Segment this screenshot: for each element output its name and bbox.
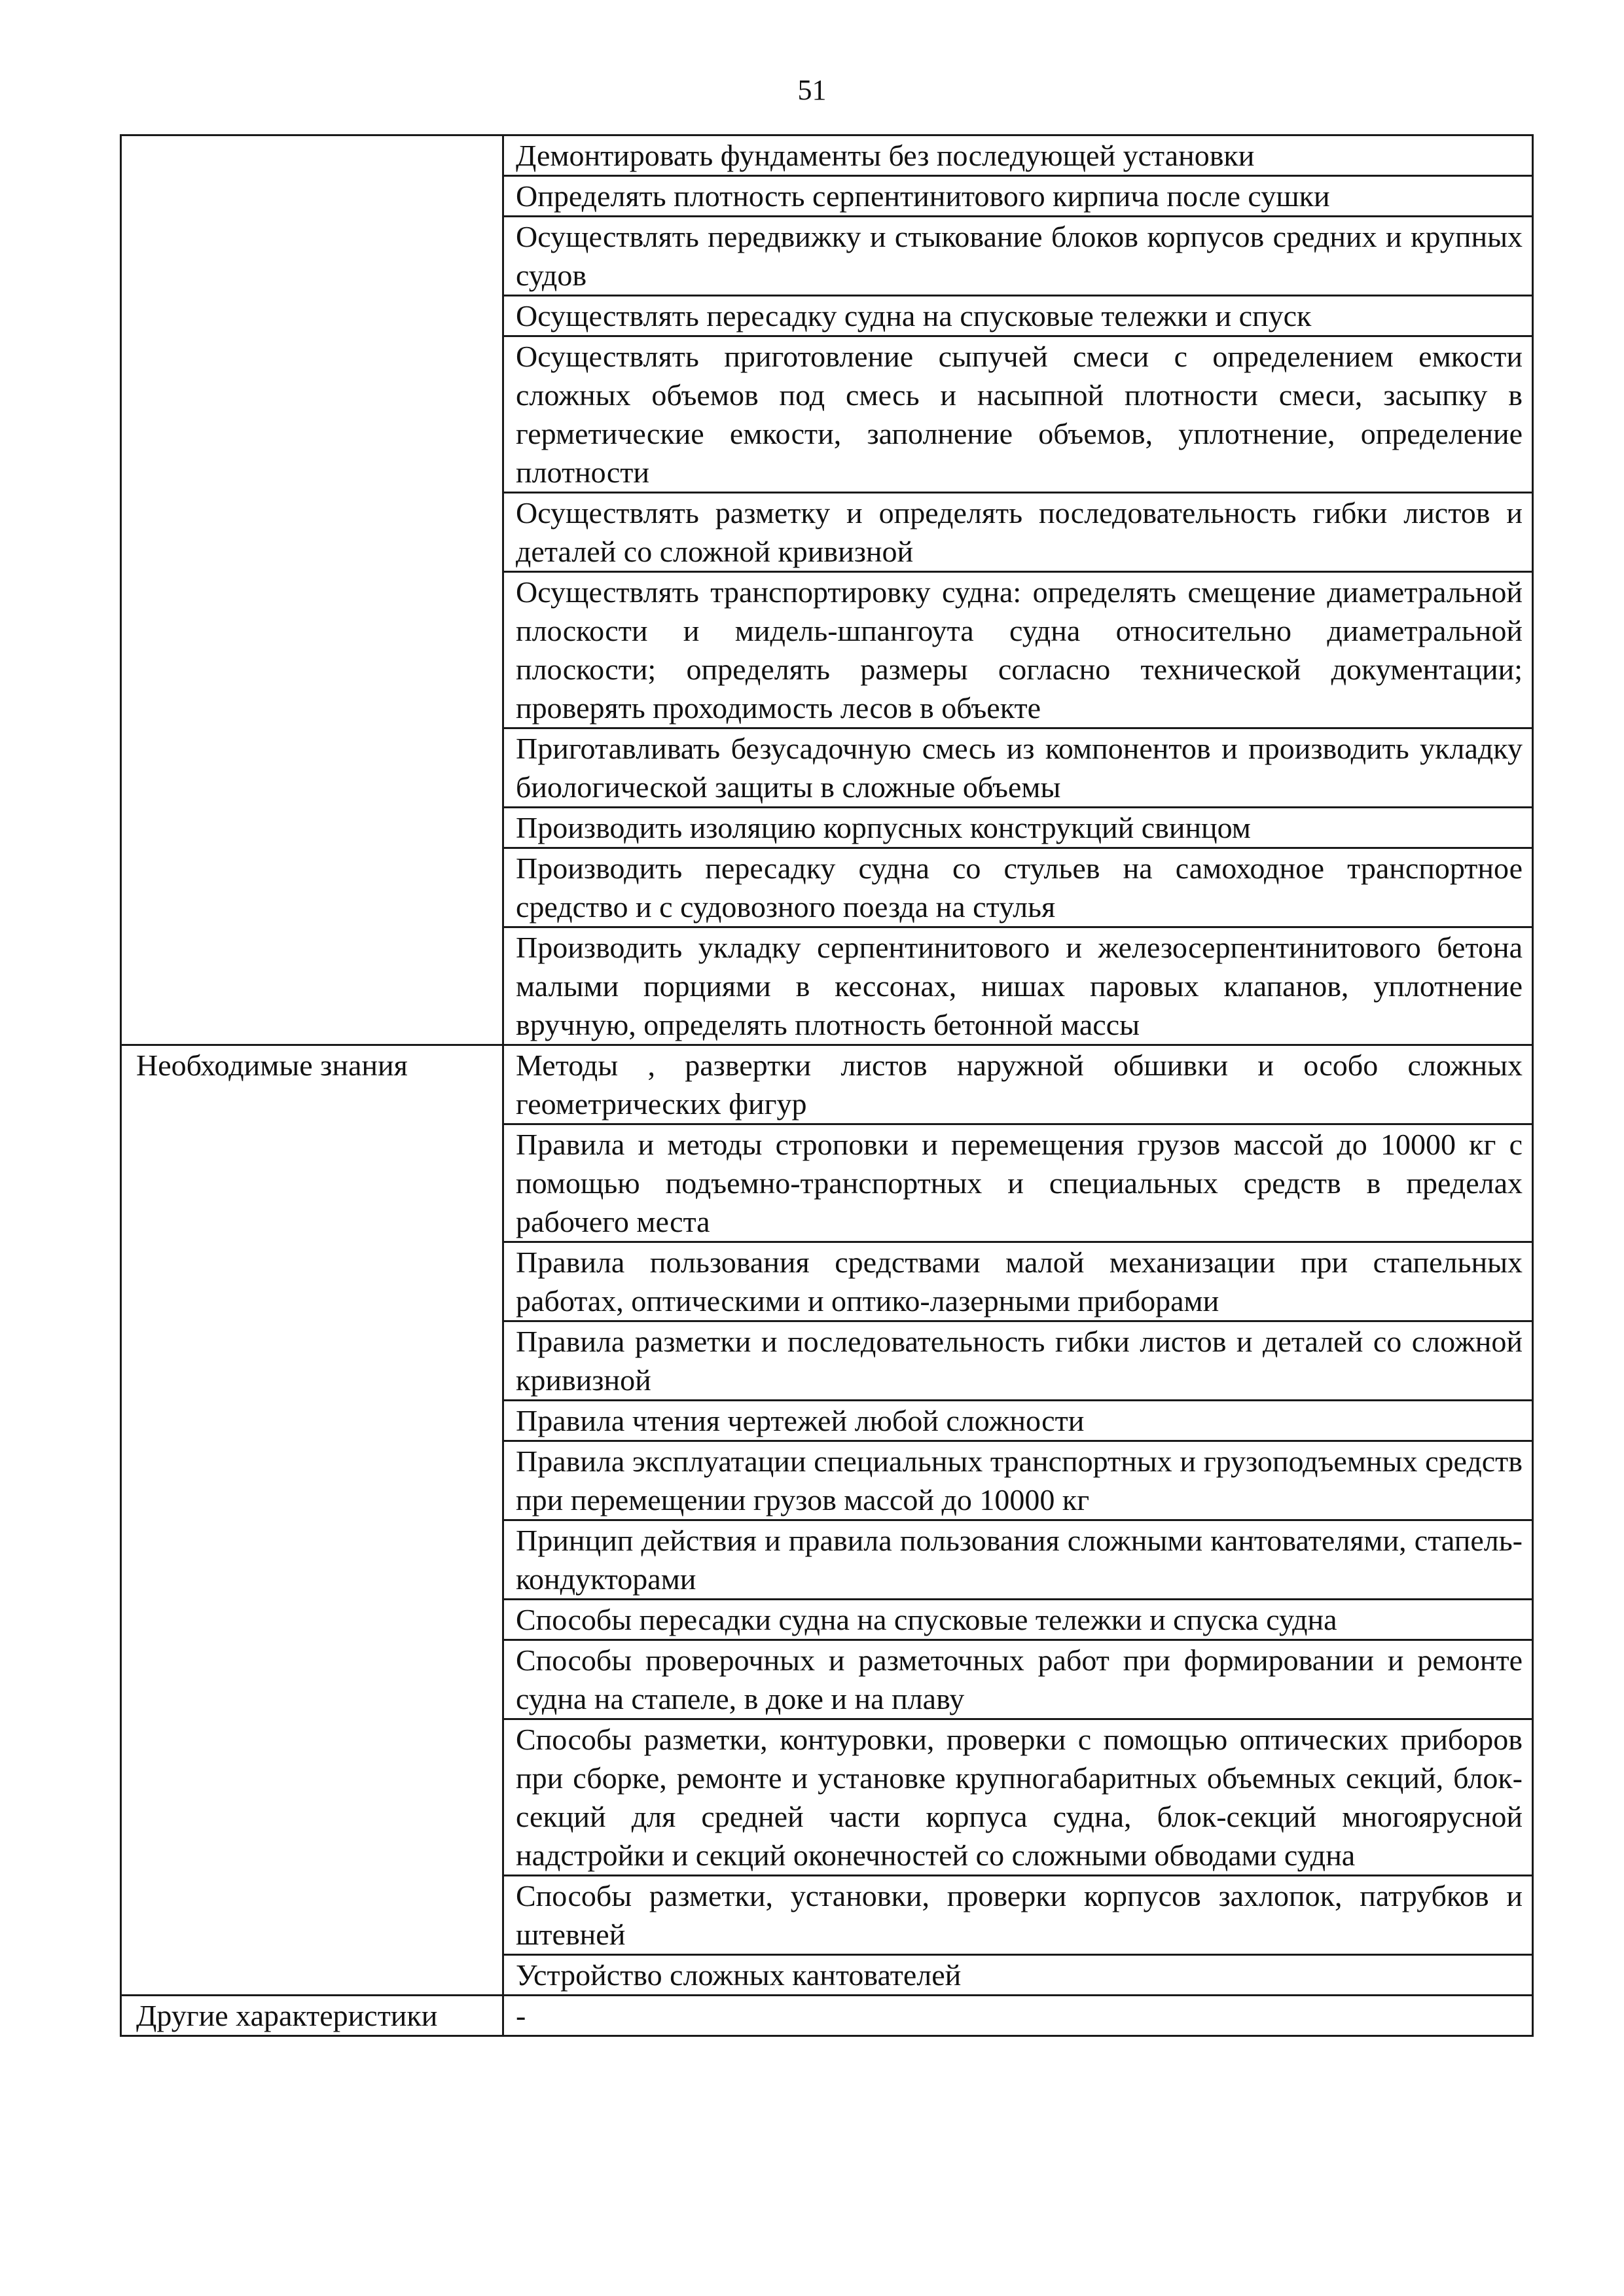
table-cell-item: Способы разметки, контуровки, проверки с помощью оптических приборов при сборке, ремонте и установке крупногабаритных объемных секций, блок-секций для средней части корпуса судна, блок-секций многоярусной надстройки и секций оконечностей со сложными обводами судна xyxy=(503,1719,1533,1876)
table-cell-item: Производить изоляцию корпусных конструкций свинцом xyxy=(503,808,1533,848)
table-cell-item: Приготавливать безусадочную смесь из компонентов и производить укладку биологической защиты в сложные объемы xyxy=(503,728,1533,808)
row-group-label xyxy=(121,135,503,1045)
table-cell-item: Демонтировать фундаменты без последующей установки xyxy=(503,135,1533,176)
table-row xyxy=(121,135,1533,176)
table-cell-item: Осуществлять приготовление сыпучей смеси с определением емкости сложных объемов под смесь и насыпной плотности смеси, засыпку в герметические емкости, заполнение объемов, уплотнение, определение плотности xyxy=(503,336,1533,493)
table-cell-item: Производить пересадку судна со стульев на самоходное транспортное средство и с судовозного поезда на стулья xyxy=(503,848,1533,927)
table-row xyxy=(121,1045,1533,1124)
table-cell-item: Способы пересадки судна на спусковые тележки и спуска судна xyxy=(503,1600,1533,1640)
table-cell-item: Способы разметки, установки, проверки корпусов захлопок, патрубков и штевней xyxy=(503,1876,1533,1955)
requirements-table xyxy=(120,134,1534,2037)
table-cell-item: Осуществлять разметку и определять последовательность гибки листов и деталей со сложной кривизной xyxy=(503,493,1533,572)
table-cell-item: Определять плотность серпентинитового кирпича после сушки xyxy=(503,176,1533,217)
page-number: 51 xyxy=(797,74,827,106)
table-cell-item: Правила чтения чертежей любой сложности xyxy=(503,1401,1533,1441)
table-cell-item: Правила разметки и последовательность гибки листов и деталей со сложной кривизной xyxy=(503,1321,1533,1401)
table-cell-item: Правила эксплуатации специальных транспортных и грузоподъемных средств при перемещении грузов массой до 10000 кг xyxy=(503,1441,1533,1520)
table-cell-item: Осуществлять пересадку судна на спусковые тележки и спуск xyxy=(503,296,1533,336)
row-group-label: Необходимые знания xyxy=(121,1045,503,1996)
table-body xyxy=(121,135,1533,2036)
row-group-label: Другие характеристики xyxy=(121,1996,503,2036)
table-cell-item: Осуществлять транспортировку судна: определять смещение диаметральной плоскости и мидель-шпангоута судна относительно диаметральной плоскости; определять размеры согласно технической документации; проверять проходимость лесов в объекте xyxy=(503,572,1533,728)
table-cell-item: Производить укладку серпентинитового и железосерпентинитового бетона малыми порциями в кессонах, нишах паровых клапанов, уплотнение вручную, определять плотность бетонной массы xyxy=(503,927,1533,1045)
table-cell-item: Принцип действия и правила пользования сложными кантователями, стапель-кондукторами xyxy=(503,1520,1533,1600)
table-cell-item: Устройство сложных кантователей xyxy=(503,1955,1533,1996)
table-cell-item: Правила пользования средствами малой механизации при стапельных работах, оптическими и оптико-лазерными приборами xyxy=(503,1242,1533,1321)
table-cell-item: Способы проверочных и разметочных работ при формировании и ремонте судна на стапеле, в доке и на плаву xyxy=(503,1640,1533,1719)
table-cell-item: Методы , развертки листов наружной обшивки и особо сложных геометрических фигур xyxy=(503,1045,1533,1124)
table-cell-item: Осуществлять передвижку и стыкование блоков корпусов средних и крупных судов xyxy=(503,217,1533,296)
table-row xyxy=(121,1996,1533,2036)
table-cell-item: Правила и методы строповки и перемещения грузов массой до 10000 кг с помощью подъемно-транспортных и специальных средств в пределах рабочего места xyxy=(503,1124,1533,1242)
table-cell-item: - xyxy=(503,1996,1533,2036)
